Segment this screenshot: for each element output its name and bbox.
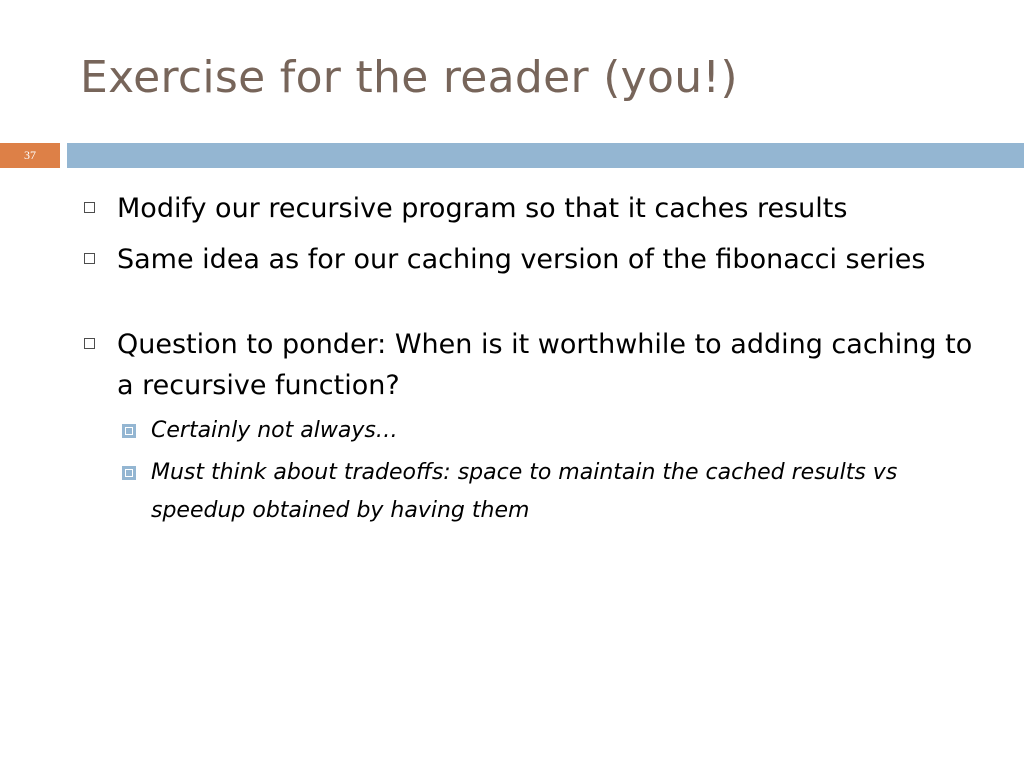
bullet-text: Same idea as for our caching version of the fibonacci series [117, 244, 926, 275]
filled-square-bullet-icon [122, 424, 136, 438]
sub-bullet-list [117, 412, 982, 530]
square-bullet-icon [84, 253, 95, 264]
bullet-list [82, 188, 982, 540]
bullet-text: Question to ponder: When is it worthwhile to adding caching to a recursive function? [117, 329, 973, 401]
bullet-item [82, 188, 982, 229]
slide-title: Exercise for the reader (you!) [80, 52, 738, 103]
bullet-item [82, 239, 982, 280]
slide-number: 37 [0, 143, 60, 168]
sub-bullet-item [117, 454, 982, 530]
bullet-item [82, 324, 982, 530]
sub-bullet-item [117, 412, 982, 450]
sub-bullet-text: Certainly not always… [151, 418, 398, 443]
square-bullet-icon [84, 338, 95, 349]
square-bullet-icon [84, 202, 95, 213]
bullet-text: Modify our recursive program so that it caches results [117, 193, 848, 224]
filled-square-bullet-icon [122, 466, 136, 480]
header-bar [67, 143, 1024, 168]
sub-bullet-text: Must think about tradeoffs: space to maintain the cached results vs speedup obtained by having them [151, 460, 898, 523]
